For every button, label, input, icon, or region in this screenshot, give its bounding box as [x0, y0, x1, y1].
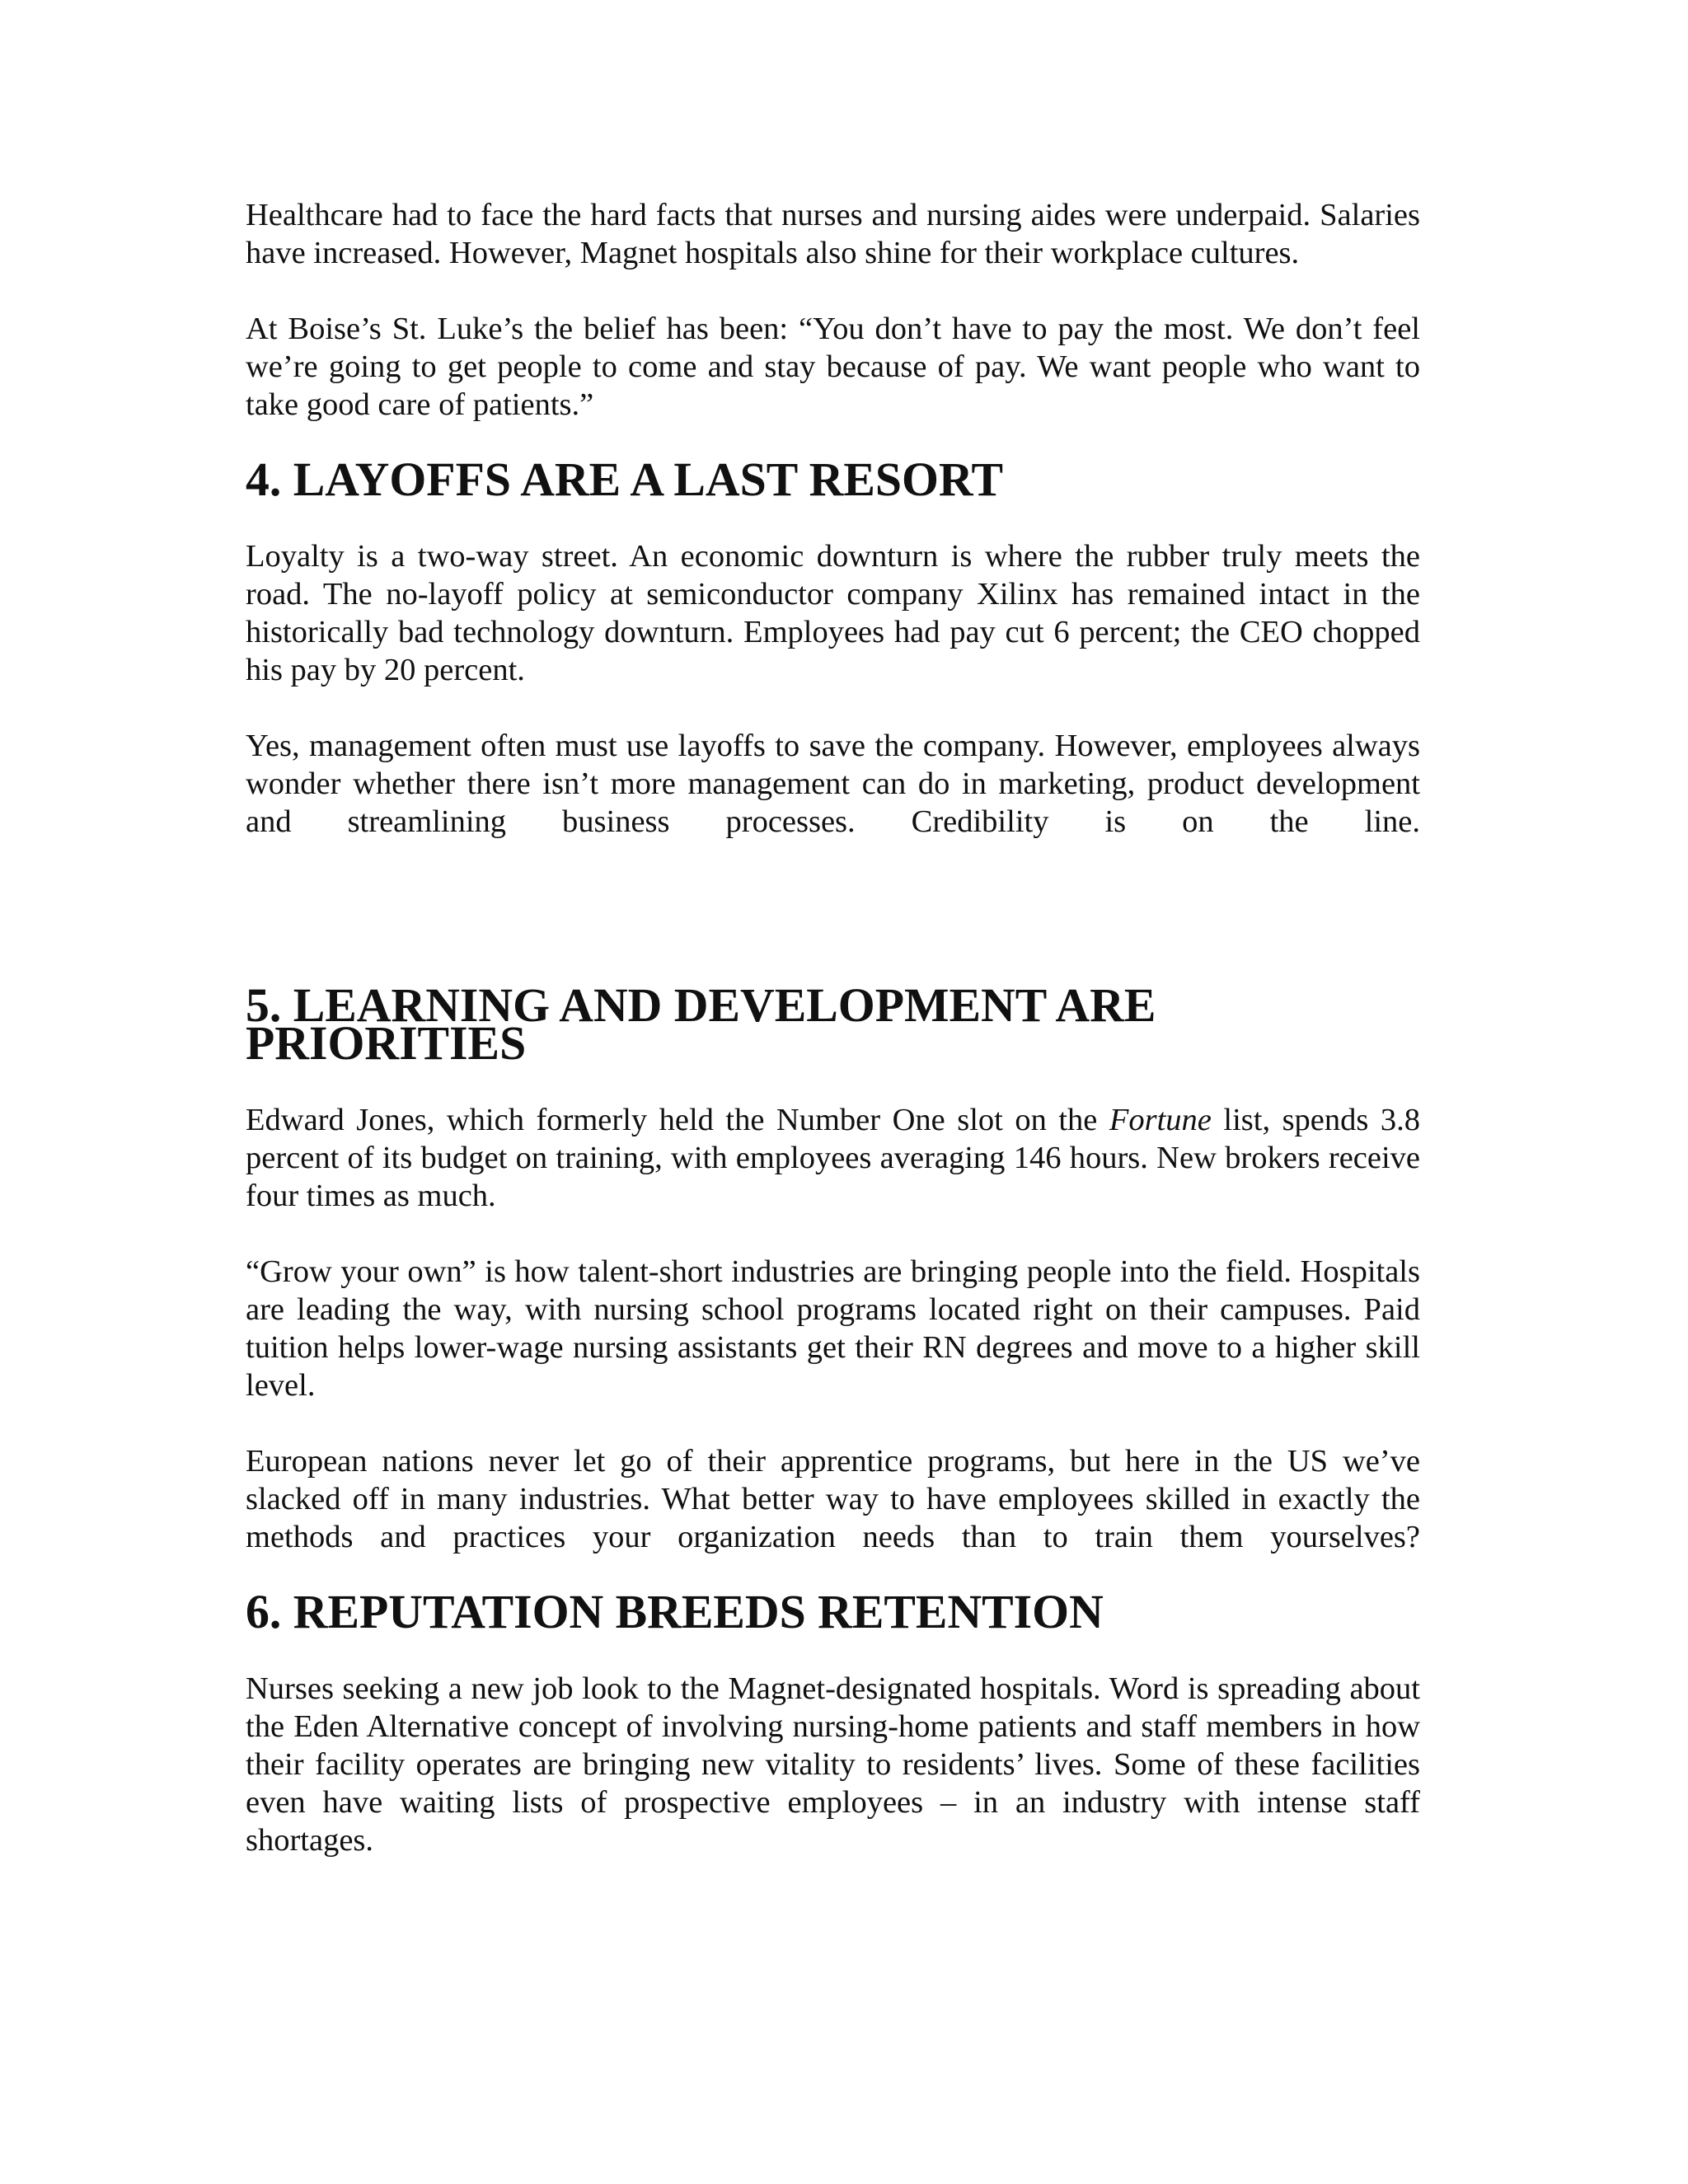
paragraph-magnet-hospitals: Nurses seeking a new job look to the Magnet-designated hospitals. Word is spreading about the Eden Alternative concept of involving nursing-home patients and staff members in how their facility operates are bringing new vitality to residents’ lives. Some of these facilities even have waiting lists of prospective employees – in an industry with intense staff shortages.	[246, 1671, 1420, 1858]
heading-learning: 5. LEARNING AND DEVELOPMENT ARE PRIORITIES	[246, 980, 1156, 1070]
paragraph-st-lukes-quote: At Boise’s St. Luke’s the belief has been: “You don’t have to pay the most. We don’t feel we’re going to get people to come and stay because of pay. We want people who want to take good care of patients.”	[246, 312, 1420, 422]
edward-jones-text-start: Edward Jones, which formerly held the Number One slot on the	[246, 1103, 1109, 1137]
paragraph-healthcare-pay: Healthcare had to face the hard facts that nurses and nursing aides were underpaid. Salaries have increased. However, Magnet hospitals also shine for their workplace cultures.	[246, 198, 1420, 270]
paragraph-layoffs-credibility: Yes, management often must use layoffs to save the company. However, employees always wonder whether there isn’t more management can do in marketing, product development and streamlining business processes. Credibility is on the line.	[246, 729, 1420, 839]
document-page	[246, 196, 1420, 1859]
paragraph-edward-jones	[246, 1101, 1420, 1215]
paragraph-apprentice: European nations never let go of their apprentice programs, but here in the US we’ve slacked off in many industries. What better way to have employees skilled in exactly the methods and practices your organization needs than to train them yourselves?	[246, 1444, 1420, 1554]
heading-layoffs: 4. LAYOFFS ARE A LAST RESORT	[246, 454, 1004, 506]
paragraph-grow-your-own: “Grow your own” is how talent-short industries are bringing people into the field. Hospitals are leading the way, with nursing school programs located right on their campuses. Paid tuition helps lower-wage nursing assistants get their RN degrees and move to a higher skill level.	[246, 1254, 1420, 1403]
edward-jones-text-end: list, spends 3.8 percent of its budget on training, with employees averaging 146 hours. New brokers receive four times as much.	[246, 1103, 1420, 1213]
heading-reputation: 6. REPUTATION BREEDS RETENTION	[246, 1586, 1104, 1638]
fortune-italic: Fortune	[1109, 1103, 1212, 1137]
paragraph-loyalty: Loyalty is a two-way street. An economic downturn is where the rubber truly meets the road. The no-layoff policy at semiconductor company Xilinx has remained intact in the historically bad technology downturn. Employees had pay cut 6 percent; the CEO chopped his pay by 20 percent.	[246, 539, 1420, 687]
